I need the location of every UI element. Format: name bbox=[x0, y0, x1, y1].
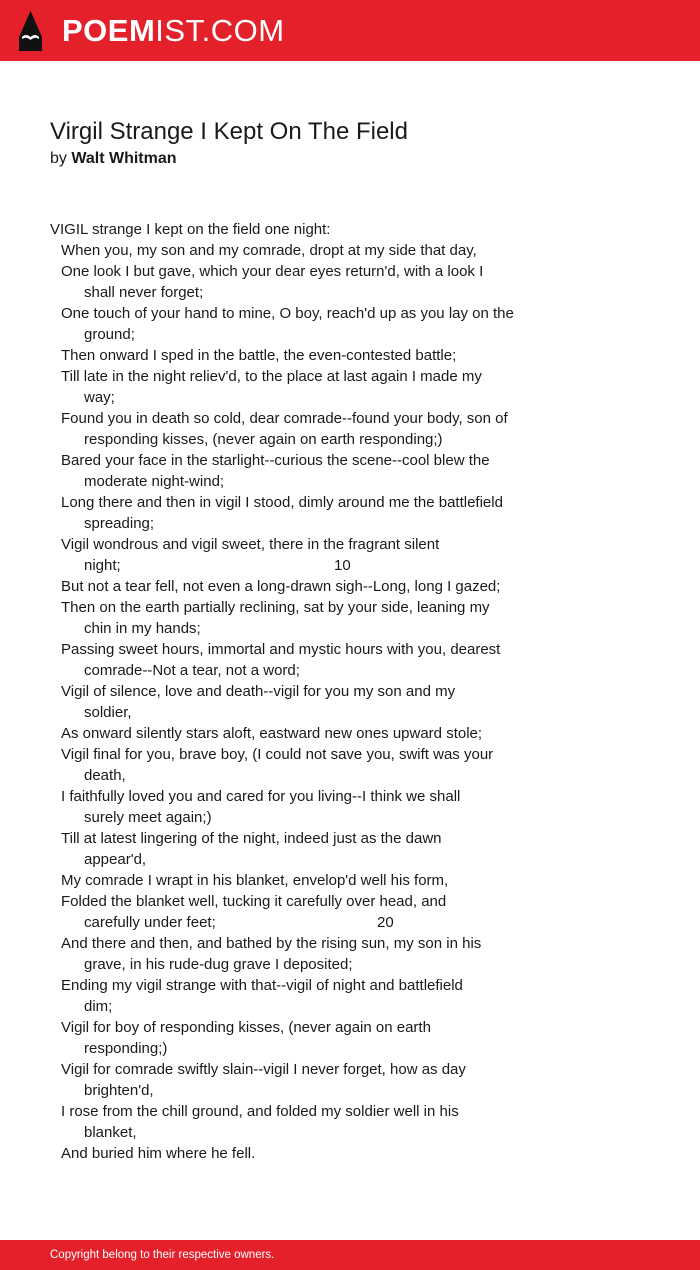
poem-line bbox=[50, 366, 570, 387]
poem-line-text: VIGIL strange I kept on the field one night: bbox=[50, 221, 331, 238]
poem-line bbox=[50, 1101, 570, 1122]
poem-line-text: blanket, bbox=[84, 1124, 137, 1141]
poem-line-text: Then on the earth partially reclining, sat by your side, leaning my bbox=[61, 599, 490, 616]
poem-line-text: night; bbox=[84, 557, 121, 574]
line-number: 10 bbox=[334, 557, 351, 574]
line-number: 20 bbox=[377, 914, 394, 931]
logo-text-thin: IST.COM bbox=[155, 13, 285, 48]
poem-line bbox=[50, 933, 570, 954]
poem-line bbox=[50, 219, 570, 240]
poem-line bbox=[50, 324, 570, 345]
poem-line-text: One touch of your hand to mine, O boy, reach'd up as you lay on the bbox=[61, 305, 514, 322]
poem-line bbox=[50, 387, 570, 408]
poem-line bbox=[50, 807, 570, 828]
poem-line-text: Long there and then in vigil I stood, dimly around me the battlefield bbox=[61, 494, 503, 511]
poem-line bbox=[50, 597, 570, 618]
poem-line-text: death, bbox=[84, 767, 126, 784]
poem-line bbox=[50, 408, 570, 429]
poem-line-text: dim; bbox=[84, 998, 113, 1015]
poem-line-text: But not a tear fell, not even a long-drawn sigh--Long, long I gazed; bbox=[61, 578, 501, 595]
poem-line-text: comrade--Not a tear, not a word; bbox=[84, 662, 300, 679]
poem-line bbox=[50, 786, 570, 807]
poem-line bbox=[50, 345, 570, 366]
poem-line-text: Vigil final for you, brave boy, (I could not save you, swift was your bbox=[61, 746, 494, 763]
poem-line bbox=[50, 471, 570, 492]
poem-line bbox=[50, 1017, 570, 1038]
poem-line-text: ground; bbox=[84, 326, 135, 343]
poem-line bbox=[50, 261, 570, 282]
site-logo[interactable] bbox=[62, 13, 285, 49]
poem-line-text: Passing sweet hours, immortal and mystic hours with you, dearest bbox=[61, 641, 501, 658]
poem-line-text: Vigil wondrous and vigil sweet, there in the fragrant silent bbox=[61, 536, 440, 553]
poem-line bbox=[50, 681, 570, 702]
poem-body bbox=[50, 219, 570, 1164]
poem-line bbox=[50, 828, 570, 849]
poem-line-text: soldier, bbox=[84, 704, 132, 721]
poem-line bbox=[50, 912, 570, 933]
poem-line-text: Then onward I sped in the battle, the even-contested battle; bbox=[61, 347, 457, 364]
poem-line bbox=[50, 996, 570, 1017]
poem-line-text: Found you in death so cold, dear comrade--found your body, son of bbox=[61, 410, 508, 427]
poem-line-text: When you, my son and my comrade, dropt at my side that day, bbox=[61, 242, 477, 259]
poem-line-text: brighten'd, bbox=[84, 1082, 154, 1099]
poem-line-text: spreading; bbox=[84, 515, 155, 532]
poem-line bbox=[50, 282, 570, 303]
poem-line bbox=[50, 744, 570, 765]
site-header bbox=[0, 0, 700, 61]
poem-line bbox=[50, 1080, 570, 1101]
poem-line bbox=[50, 450, 570, 471]
poem-line-text: moderate night-wind; bbox=[84, 473, 225, 490]
poem-line bbox=[50, 513, 570, 534]
poem-line-text: Till at latest lingering of the night, indeed just as the dawn bbox=[61, 830, 442, 847]
poem-line bbox=[50, 555, 570, 576]
poem-line bbox=[50, 534, 570, 555]
pencil-logo-icon[interactable] bbox=[18, 10, 43, 52]
poem-line bbox=[50, 849, 570, 870]
poem-line bbox=[50, 723, 570, 744]
poem-line bbox=[50, 240, 570, 261]
poem-line-text: And there and then, and bathed by the rising sun, my son in his bbox=[61, 935, 482, 952]
poem-line-text: And buried him where he fell. bbox=[61, 1145, 256, 1162]
poem-line bbox=[50, 618, 570, 639]
poem-line bbox=[50, 891, 570, 912]
poem-line-text: responding kisses, (never again on earth responding;) bbox=[84, 431, 443, 448]
poem-line bbox=[50, 1143, 570, 1164]
poem-line bbox=[50, 429, 570, 450]
poem-line-text: One look I but gave, which your dear eyes return'd, with a look I bbox=[61, 263, 484, 280]
logo-text-bold: POEM bbox=[62, 13, 156, 48]
poem-line-text: Folded the blanket well, tucking it carefully over head, and bbox=[61, 893, 447, 910]
poem-line-text: shall never forget; bbox=[84, 284, 204, 301]
poem-line bbox=[50, 975, 570, 996]
author-name: Walt Whitman bbox=[71, 150, 177, 167]
poem-line-text: Bared your face in the starlight--curious the scene--cool blew the bbox=[61, 452, 490, 469]
poem-line bbox=[50, 954, 570, 975]
poem-title: Virgil Strange I Kept On The Field bbox=[50, 118, 408, 145]
poem-line bbox=[50, 660, 570, 681]
poem-line-text: I rose from the chill ground, and folded my soldier well in his bbox=[61, 1103, 459, 1120]
poem-line bbox=[50, 639, 570, 660]
poem-line-text: I faithfully loved you and cared for you living--I think we shall bbox=[61, 788, 461, 805]
copyright-text: Copyright belong to their respective owners. bbox=[50, 1249, 275, 1261]
poem-line-text: carefully under feet; bbox=[84, 914, 216, 931]
poem-line-text: Vigil for comrade swiftly slain--vigil I never forget, how as day bbox=[61, 1061, 466, 1078]
poem-line-text: Ending my vigil strange with that--vigil of night and battlefield bbox=[61, 977, 463, 994]
poem-line-text: chin in my hands; bbox=[84, 620, 201, 637]
poem-line bbox=[50, 765, 570, 786]
poem-line bbox=[50, 1038, 570, 1059]
poem-line bbox=[50, 702, 570, 723]
byline bbox=[50, 149, 177, 169]
poem-line-text: My comrade I wrapt in his blanket, envelop'd well his form, bbox=[61, 872, 449, 889]
poem-line-text: surely meet again;) bbox=[84, 809, 212, 826]
poem-line bbox=[50, 1122, 570, 1143]
poem-line-text: responding;) bbox=[84, 1040, 168, 1057]
poem-line bbox=[50, 576, 570, 597]
poem-line-text: appear'd, bbox=[84, 851, 147, 868]
by-label: by bbox=[50, 150, 67, 167]
poem-line bbox=[50, 303, 570, 324]
poem-line-text: Vigil of silence, love and death--vigil for you my son and my bbox=[61, 683, 456, 700]
poem-line-text: As onward silently stars aloft, eastward new ones upward stole; bbox=[61, 725, 483, 742]
poem-line bbox=[50, 870, 570, 891]
poem-line-text: Till late in the night reliev'd, to the place at last again I made my bbox=[61, 368, 482, 385]
poem-line bbox=[50, 1059, 570, 1080]
poem-line-text: Vigil for boy of responding kisses, (never again on earth bbox=[61, 1019, 431, 1036]
poem-line-text: way; bbox=[84, 389, 115, 406]
site-footer bbox=[0, 1240, 700, 1270]
poem-line bbox=[50, 492, 570, 513]
poem-line-text: grave, in his rude-dug grave I deposited; bbox=[84, 956, 353, 973]
